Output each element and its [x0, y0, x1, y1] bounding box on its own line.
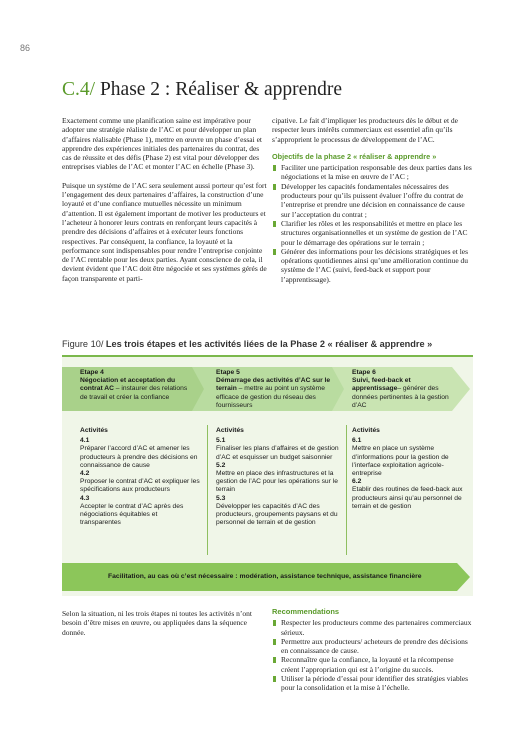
column-divider — [346, 425, 347, 555]
stage-4-activities — [80, 427, 200, 527]
stage-6-activities — [352, 427, 466, 511]
activity-number: 5.1 — [216, 437, 226, 445]
figure-diagram — [62, 355, 473, 596]
activity-number: 5.3 — [216, 494, 226, 502]
list-item: Clarifier les rôles et les responsabilités et mettre en place les structures organisationnelles et un système de gestion de l’AC pour le démarrage des opérations sur le terrain ; — [272, 219, 473, 247]
list-item: Développer les capacités fondamentales nécessaires des producteurs pour qu’ils puissent évaluer l’offre du contrat de l’entreprise et prendre une décision en connaissance de cause sur l’acceptation du contrat ; — [272, 182, 473, 219]
stage-title: Démarrage des activités d’AC sur le terrain — [216, 377, 331, 393]
facilitation-text: Facilitation, au cas où c’est nécessaire : modération, assistance technique, assistance financière — [108, 573, 422, 580]
activity-number: 4.3 — [80, 494, 90, 502]
stage-title: Négociation et acceptation du contrat AC — [80, 377, 176, 393]
column-divider — [207, 425, 208, 555]
recommendations-box — [272, 607, 473, 693]
page-number: 86 — [20, 43, 31, 53]
activity-text: Accepter le contrat d’AC après des négociations équitables et transparentes — [80, 502, 184, 527]
paragraph: Selon la situation, ni les trois étapes ni toutes les activités n’ont besoin d’être mises en œuvre, ou appliquées dans la séquence donnée. — [62, 609, 252, 637]
activity-text: Proposer le contrat d’AC et expliquer les spécifications aux producteurs — [80, 478, 200, 494]
figure-label: Figure 10/ — [62, 339, 106, 349]
stage-description: – mettre au point un système efficace de gestion du réseau des fournisseurs — [216, 385, 325, 409]
activities-heading: Activités — [352, 427, 380, 434]
stage-4 — [80, 369, 188, 402]
list-item: Générer des informations pour les décisions stratégiques et les opérations quotidiennes ainsi qu’une amélioration continue du système de l’AC (suivi, feed-back et support pour l’apprentissage). — [272, 247, 473, 284]
stage-6 — [352, 369, 454, 410]
activity-number: 5.2 — [216, 461, 226, 469]
paragraph: Exactement comme une planification saine est impérative pour adopter une stratégie réaliste de l’AC et pour développer un plan d’affaires réalisable (Phase 1), mettre en œuvre un phase d’essai et apprendre des expériences initiales des partenaires du contrat, des cas de réussite et des défis (Phase 2) est vital pour développer des entreprises viables de l’AC et monter l’AC en échelle (Phase 3). — [62, 116, 262, 172]
activity-number: 6.2 — [352, 478, 362, 486]
stage-description: – instaurer des relations de travail et créer la confiance — [80, 385, 188, 401]
objectives-heading: Objectifs de la phase 2 « réaliser & apprendre » — [272, 151, 437, 161]
list-item: Respecter les producteurs comme des partenaires commerciaux sérieux. — [272, 618, 473, 637]
section-number: C.4/ — [62, 79, 96, 100]
stage-description: – générer des données pertinentes à la gestion d’AC — [352, 385, 449, 409]
activity-text: Développer les capacités d’AC des producteurs, groupements paysans et du personnel de terrain et de gestion — [216, 502, 338, 527]
right-text-column — [272, 116, 473, 284]
activities-heading: Activités — [80, 427, 108, 434]
left-text-column — [62, 116, 268, 283]
recommendations-list — [272, 618, 473, 692]
activity-text: Etablir des routines de feed-back aux producteurs ainsi qu’au personnel de terrain et de gestion — [352, 486, 463, 510]
activity-number: 4.1 — [80, 437, 90, 445]
list-item: Permettre aux producteurs/ acheteurs de prendre des décisions en connaissance de cause. — [272, 637, 473, 656]
stage-label: Etape 6 — [352, 369, 376, 376]
stage-5-activities — [216, 427, 340, 527]
stage-label: Etape 5 — [216, 369, 240, 376]
activity-text: Préparer l’accord d’AC et amener les producteurs à prendre des décisions en connaissance de cause — [80, 445, 198, 469]
activity-number: 6.1 — [352, 437, 362, 445]
recommendations-heading: Recommendations — [272, 607, 340, 616]
activities-heading: Activités — [216, 427, 244, 434]
bottom-left-text — [62, 609, 262, 637]
section-title-text: Phase 2 : Réaliser & apprendre — [95, 79, 342, 100]
activity-text: Finaliser les plans d’affaires et de gestion d’AC et esquisser un budget saisonnier — [216, 445, 339, 461]
paragraph: cipative. Le fait d’impliquer les producteurs dès le début et de respecter leurs intérêts commerciaux est essentiel afin qu’ils s’approprient le processus de développement de l’AC. — [272, 116, 458, 144]
objectives-list — [272, 163, 473, 284]
figure-caption: Les trois étapes et les activités liées de la Phase 2 « réaliser & apprendre » — [105, 339, 433, 349]
section-title — [62, 79, 342, 101]
list-item: Faciliter une participation responsable des deux parties dans les négociations et la mise en œuvre de l’AC ; — [272, 163, 473, 182]
stage-5 — [216, 369, 332, 410]
activity-number: 4.2 — [80, 470, 90, 478]
activity-text: Mettre en place des infrastructures et la gestion de l’AC pour les opérations sur le terrain — [216, 470, 338, 494]
stage-label: Etape 4 — [80, 369, 104, 376]
figure-title — [62, 339, 432, 349]
activity-text: Mettre en place un système d’informations pour la gestion de l’interface exploitation agricole-entreprise — [352, 445, 449, 478]
stage-title: Suivi, feed-back et apprentissage — [352, 377, 411, 393]
list-item: Utiliser la période d’essai pour identifier des stratégies viables pour la consolidation et la mise à l’échelle. — [272, 674, 473, 693]
paragraph: Puisque un système de l’AC sera seulement aussi porteur qu’est fort l’engagement des deux partenaires d’affaires, la construction d’une loyauté et d’une confiance mutuelles nécessite un minimum d’attention. Il est également important de motiver les producteurs et l’acheteur à honorer leurs contrats en renforçant leurs capacités à prendre des décisions d’affaires et à exécuter leurs fonctions respectives. Par conséquent, la confiance, la loyauté et la performance sont indispensables pour rendre l’entreprise conjointe de l’AC rentable pour les deux parties. Ayant conscience de cela, il devient évident que l’AC doit être négociée et ses systèmes gérés de façon transparente et parti- — [62, 180, 267, 283]
list-item: Reconnaître que la confiance, la loyauté et la récompense créent l’appropriation qui est à l’origine du succès. — [272, 655, 473, 674]
